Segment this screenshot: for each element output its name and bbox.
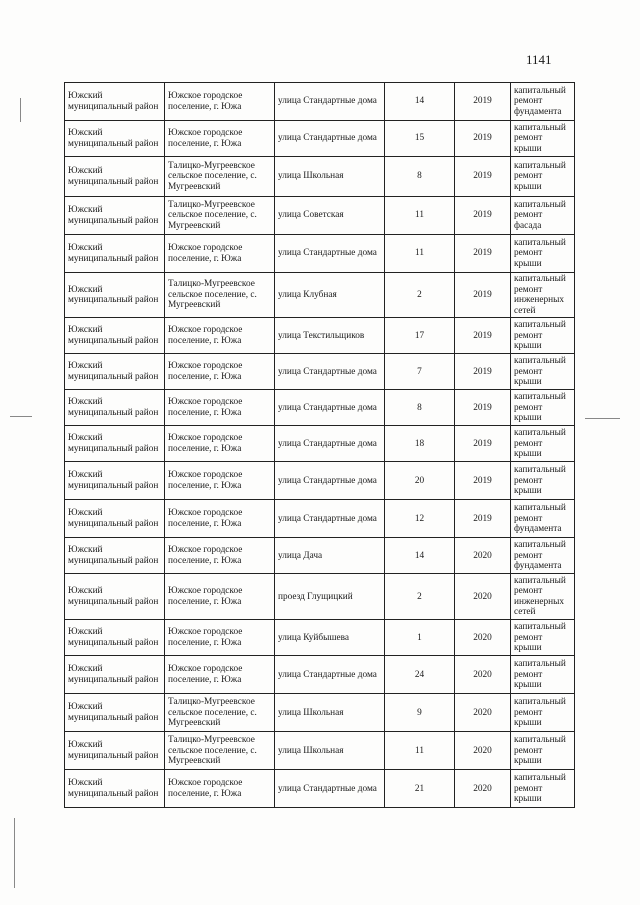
table-body xyxy=(65,83,575,808)
street-cell: улица Советская xyxy=(275,197,385,235)
work-type-cell: капитальный ремонт фасада xyxy=(511,197,575,235)
table-row xyxy=(65,574,575,620)
year-cell: 2019 xyxy=(455,273,511,318)
work-type-cell: капитальный ремонт крыши xyxy=(511,462,575,500)
work-type-cell: капитальный ремонт фундамента xyxy=(511,538,575,574)
street-cell: улица Стандартные дома xyxy=(275,462,385,500)
table-row xyxy=(65,354,575,390)
year-cell: 2019 xyxy=(455,121,511,157)
scan-artifact xyxy=(14,818,15,888)
district-cell: Южский муниципальный район xyxy=(65,500,165,538)
year-cell: 2019 xyxy=(455,318,511,354)
settlement-cell: Южское городское поселение, г. Южа xyxy=(165,390,275,426)
settlement-cell: Южское городское поселение, г. Южа xyxy=(165,620,275,656)
street-cell: улица Стандартные дома xyxy=(275,235,385,273)
year-cell: 2019 xyxy=(455,354,511,390)
street-cell: улица Школьная xyxy=(275,694,385,732)
year-cell: 2019 xyxy=(455,83,511,121)
street-cell: улица Стандартные дома xyxy=(275,390,385,426)
table-row xyxy=(65,462,575,500)
page-number: 1141 xyxy=(526,52,552,67)
house-number-cell: 20 xyxy=(385,462,455,500)
settlement-cell: Южское городское поселение, г. Южа xyxy=(165,656,275,694)
street-cell: улица Стандартные дома xyxy=(275,656,385,694)
table-row xyxy=(65,732,575,770)
work-type-cell: капитальный ремонт крыши xyxy=(511,694,575,732)
work-type-cell: капитальный ремонт фундамента xyxy=(511,500,575,538)
house-number-cell: 11 xyxy=(385,235,455,273)
house-number-cell: 21 xyxy=(385,770,455,808)
settlement-cell: Южское городское поселение, г. Южа xyxy=(165,121,275,157)
settlement-cell: Талицко-Мугреевское сельское поселение, с. Мугреевский xyxy=(165,732,275,770)
street-cell: улица Стандартные дома xyxy=(275,770,385,808)
year-cell: 2019 xyxy=(455,426,511,462)
street-cell: улица Стандартные дома xyxy=(275,354,385,390)
table-row xyxy=(65,121,575,157)
year-cell: 2020 xyxy=(455,620,511,656)
house-number-cell: 11 xyxy=(385,732,455,770)
table-row xyxy=(65,318,575,354)
work-type-cell: капитальный ремонт крыши xyxy=(511,620,575,656)
work-type-cell: капитальный ремонт крыши xyxy=(511,390,575,426)
settlement-cell: Южское городское поселение, г. Южа xyxy=(165,83,275,121)
district-cell: Южский муниципальный район xyxy=(65,538,165,574)
street-cell: улица Текстильщиков xyxy=(275,318,385,354)
settlement-cell: Талицко-Мугреевское сельское поселение, с. Мугреевский xyxy=(165,157,275,197)
year-cell: 2020 xyxy=(455,770,511,808)
table-row xyxy=(65,500,575,538)
street-cell: улица Школьная xyxy=(275,732,385,770)
year-cell: 2020 xyxy=(455,656,511,694)
district-cell: Южский муниципальный район xyxy=(65,694,165,732)
district-cell: Южский муниципальный район xyxy=(65,157,165,197)
house-number-cell: 14 xyxy=(385,83,455,121)
year-cell: 2020 xyxy=(455,694,511,732)
street-cell: проезд Глущицкий xyxy=(275,574,385,620)
settlement-cell: Южское городское поселение, г. Южа xyxy=(165,500,275,538)
house-number-cell: 11 xyxy=(385,197,455,235)
year-cell: 2019 xyxy=(455,462,511,500)
table-row xyxy=(65,694,575,732)
street-cell: улица Стандартные дома xyxy=(275,500,385,538)
table-row xyxy=(65,197,575,235)
work-type-cell: капитальный ремонт крыши xyxy=(511,354,575,390)
house-number-cell: 1 xyxy=(385,620,455,656)
scan-artifact xyxy=(20,98,21,122)
house-number-cell: 8 xyxy=(385,157,455,197)
district-cell: Южский муниципальный район xyxy=(65,197,165,235)
settlement-cell: Южское городское поселение, г. Южа xyxy=(165,354,275,390)
table-row xyxy=(65,656,575,694)
year-cell: 2019 xyxy=(455,197,511,235)
district-cell: Южский муниципальный район xyxy=(65,121,165,157)
settlement-cell: Южское городское поселение, г. Южа xyxy=(165,574,275,620)
table-row xyxy=(65,83,575,121)
district-cell: Южский муниципальный район xyxy=(65,273,165,318)
work-type-cell: капитальный ремонт крыши xyxy=(511,656,575,694)
scan-artifact xyxy=(10,416,32,417)
table-row xyxy=(65,538,575,574)
scan-artifact xyxy=(585,418,620,419)
work-type-cell: капитальный ремонт фундамента xyxy=(511,83,575,121)
table-row xyxy=(65,620,575,656)
table-row xyxy=(65,273,575,318)
street-cell: улица Стандартные дома xyxy=(275,83,385,121)
work-type-cell: капитальный ремонт крыши xyxy=(511,157,575,197)
settlement-cell: Южское городское поселение, г. Южа xyxy=(165,235,275,273)
house-number-cell: 17 xyxy=(385,318,455,354)
street-cell: улица Стандартные дома xyxy=(275,426,385,462)
district-cell: Южский муниципальный район xyxy=(65,390,165,426)
district-cell: Южский муниципальный район xyxy=(65,318,165,354)
work-type-cell: капитальный ремонт крыши xyxy=(511,770,575,808)
work-type-cell: капитальный ремонт крыши xyxy=(511,121,575,157)
district-cell: Южский муниципальный район xyxy=(65,235,165,273)
house-number-cell: 7 xyxy=(385,354,455,390)
year-cell: 2019 xyxy=(455,500,511,538)
house-number-cell: 12 xyxy=(385,500,455,538)
year-cell: 2020 xyxy=(455,538,511,574)
work-type-cell: капитальный ремонт крыши xyxy=(511,235,575,273)
year-cell: 2020 xyxy=(455,574,511,620)
district-cell: Южский муниципальный район xyxy=(65,354,165,390)
year-cell: 2019 xyxy=(455,157,511,197)
table-row xyxy=(65,426,575,462)
settlement-cell: Южское городское поселение, г. Южа xyxy=(165,318,275,354)
street-cell: улица Куйбышева xyxy=(275,620,385,656)
settlement-cell: Талицко-Мугреевское сельское поселение, с. Мугреевский xyxy=(165,694,275,732)
year-cell: 2019 xyxy=(455,235,511,273)
work-type-cell: капитальный ремонт инженерных сетей xyxy=(511,273,575,318)
street-cell: улица Дача xyxy=(275,538,385,574)
settlement-cell: Южское городское поселение, г. Южа xyxy=(165,462,275,500)
year-cell: 2019 xyxy=(455,390,511,426)
district-cell: Южский муниципальный район xyxy=(65,574,165,620)
settlement-cell: Талицко-Мугреевское сельское поселение, с. Мугреевский xyxy=(165,273,275,318)
settlement-cell: Южское городское поселение, г. Южа xyxy=(165,538,275,574)
repair-schedule-table xyxy=(64,82,575,808)
table-row xyxy=(65,157,575,197)
work-type-cell: капитальный ремонт крыши xyxy=(511,318,575,354)
district-cell: Южский муниципальный район xyxy=(65,462,165,500)
table-row xyxy=(65,235,575,273)
district-cell: Южский муниципальный район xyxy=(65,83,165,121)
house-number-cell: 8 xyxy=(385,390,455,426)
street-cell: улица Клубная xyxy=(275,273,385,318)
house-number-cell: 2 xyxy=(385,574,455,620)
district-cell: Южский муниципальный район xyxy=(65,620,165,656)
district-cell: Южский муниципальный район xyxy=(65,770,165,808)
settlement-cell: Южское городское поселение, г. Южа xyxy=(165,426,275,462)
table-row xyxy=(65,770,575,808)
district-cell: Южский муниципальный район xyxy=(65,732,165,770)
settlement-cell: Талицко-Мугреевское сельское поселение, с. Мугреевский xyxy=(165,197,275,235)
house-number-cell: 24 xyxy=(385,656,455,694)
settlement-cell: Южское городское поселение, г. Южа xyxy=(165,770,275,808)
table-row xyxy=(65,390,575,426)
district-cell: Южский муниципальный район xyxy=(65,656,165,694)
house-number-cell: 18 xyxy=(385,426,455,462)
work-type-cell: капитальный ремонт инженерных сетей xyxy=(511,574,575,620)
house-number-cell: 2 xyxy=(385,273,455,318)
house-number-cell: 9 xyxy=(385,694,455,732)
house-number-cell: 15 xyxy=(385,121,455,157)
house-number-cell: 14 xyxy=(385,538,455,574)
work-type-cell: капитальный ремонт крыши xyxy=(511,426,575,462)
street-cell: улица Стандартные дома xyxy=(275,121,385,157)
work-type-cell: капитальный ремонт крыши xyxy=(511,732,575,770)
district-cell: Южский муниципальный район xyxy=(65,426,165,462)
year-cell: 2020 xyxy=(455,732,511,770)
street-cell: улица Школьная xyxy=(275,157,385,197)
